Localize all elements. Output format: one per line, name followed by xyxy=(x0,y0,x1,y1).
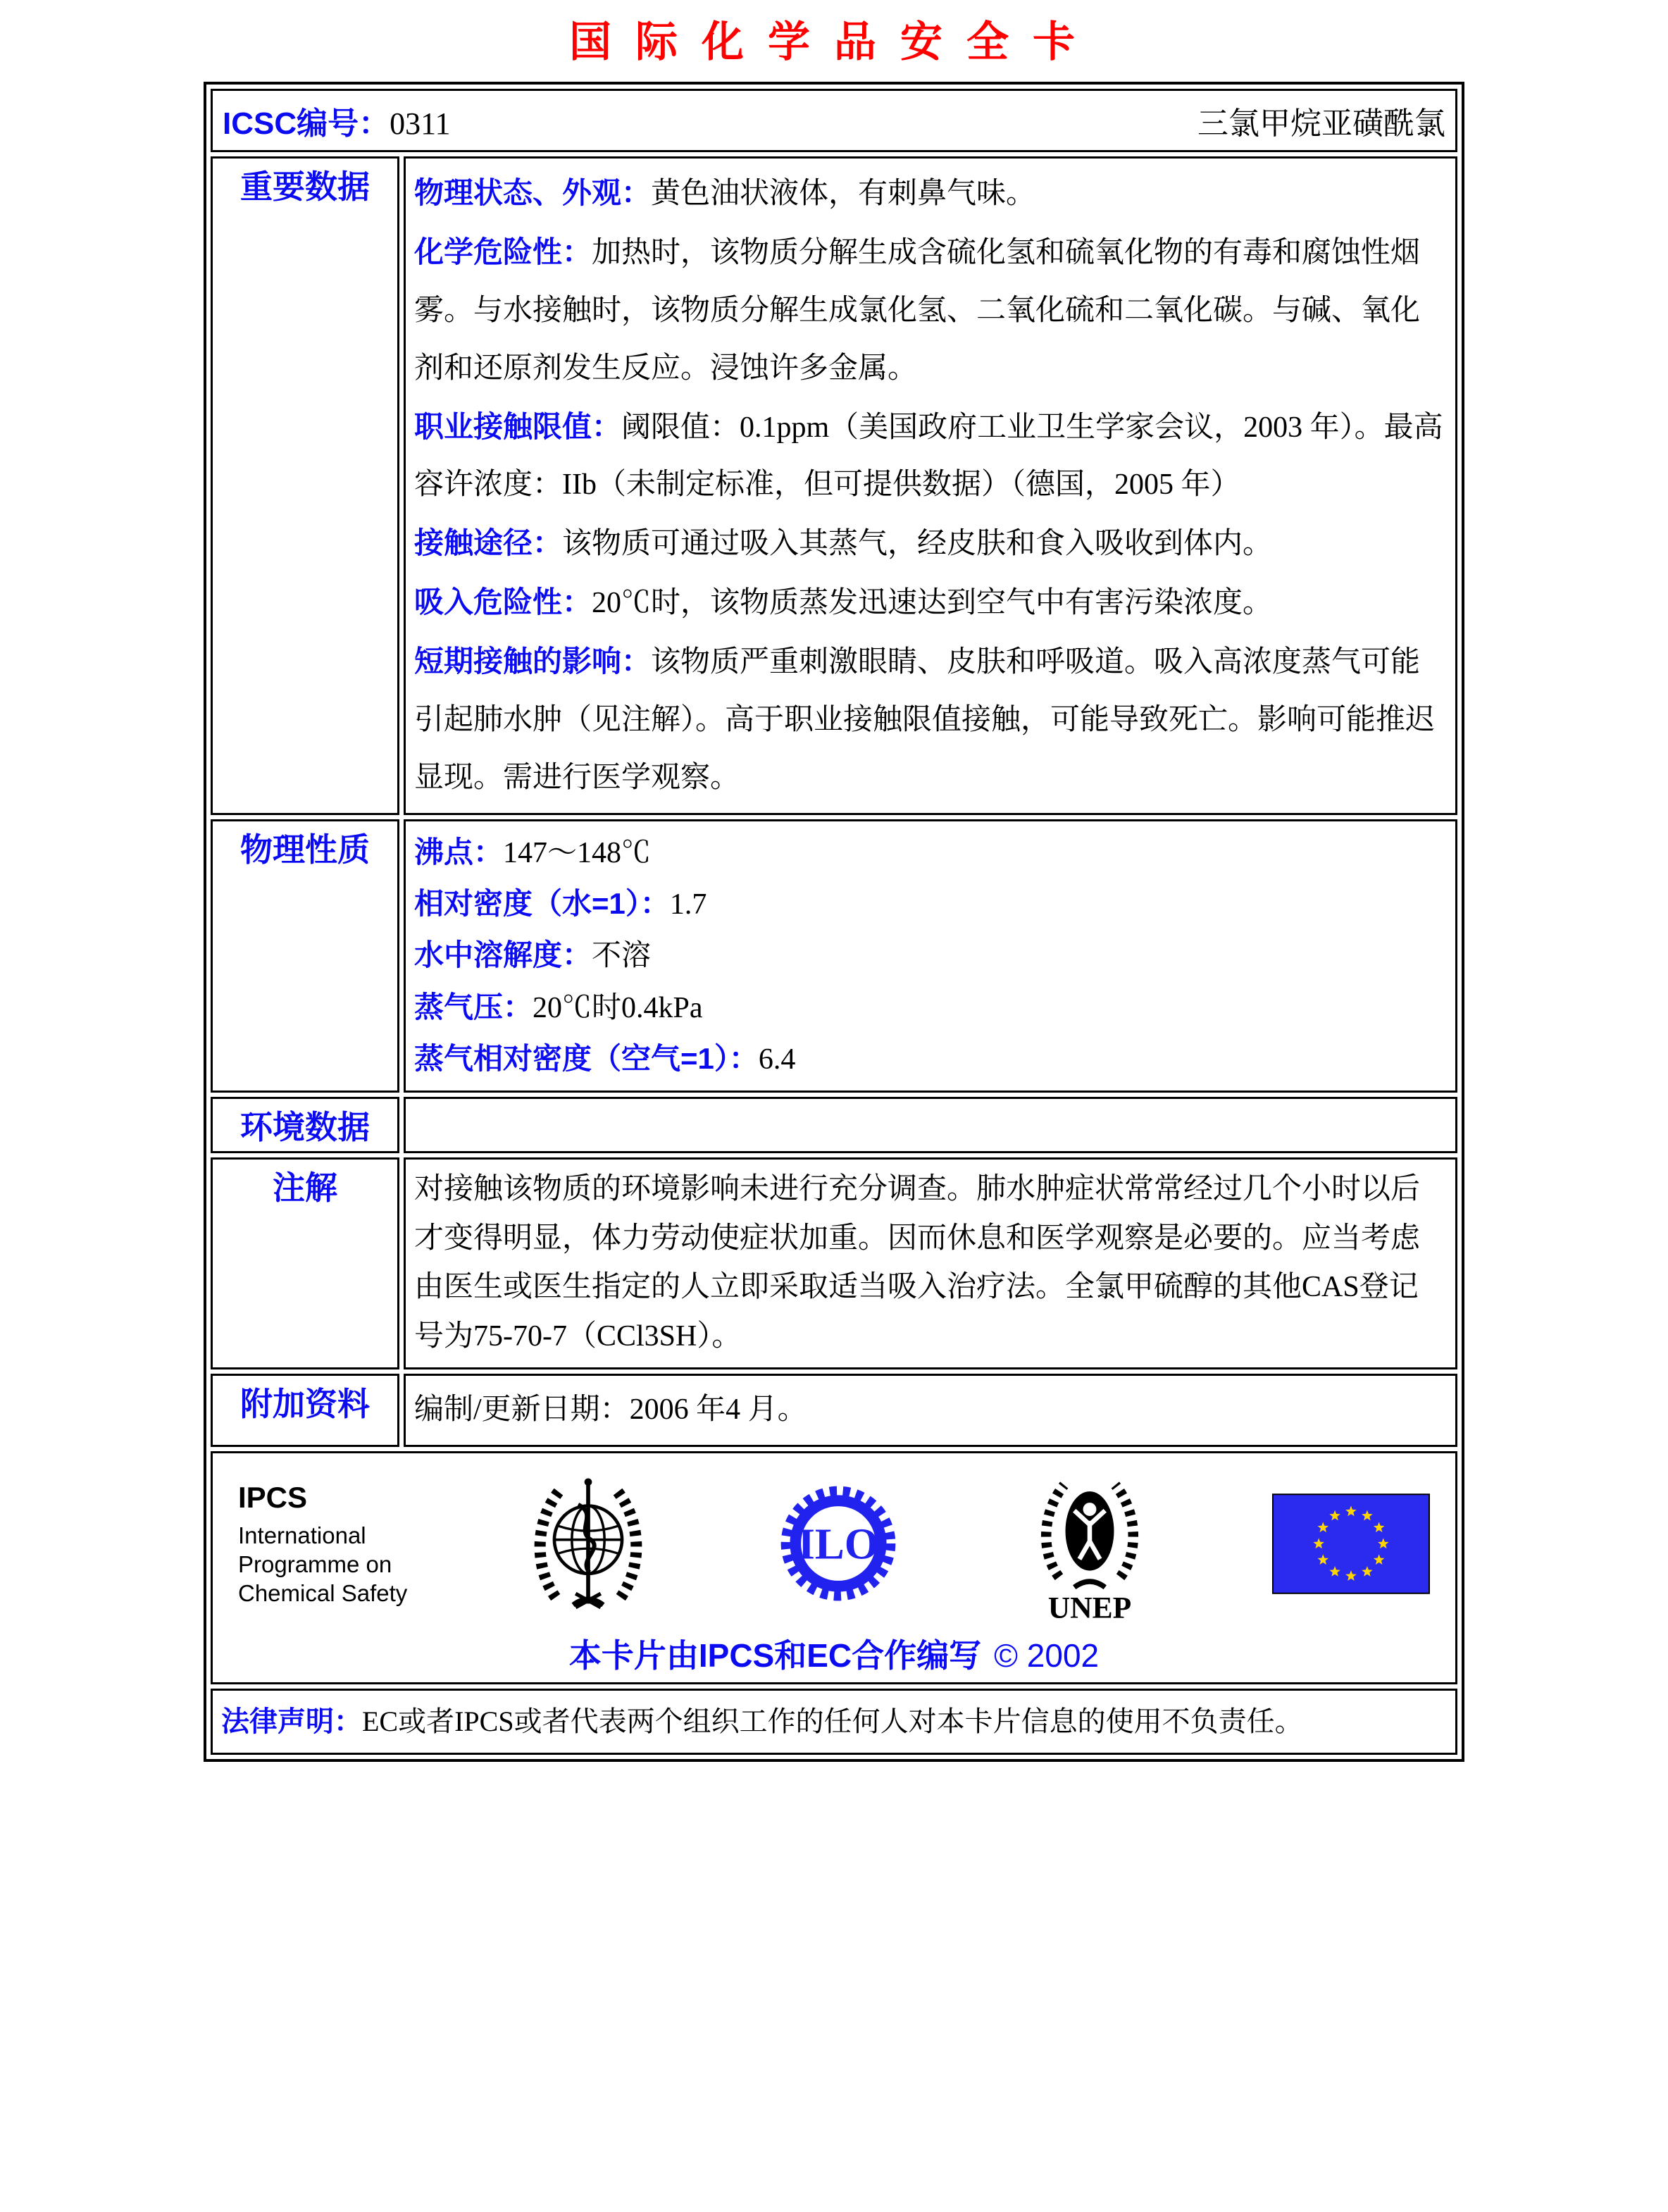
item-label: 吸入危险性： xyxy=(414,585,592,619)
ipcs-block xyxy=(238,1479,407,1608)
notes-content xyxy=(404,1157,1457,1369)
legal-cell xyxy=(211,1689,1457,1755)
item-text: 20℃时，该物质蒸发迅速达到空气中有害污染浓度。 xyxy=(592,587,1273,620)
unep-logo-icon xyxy=(1026,1465,1154,1623)
ilo-letters: ILO xyxy=(797,1519,879,1569)
row-label-important-data: 重要数据 xyxy=(211,156,399,815)
additional-info-row xyxy=(211,1374,1457,1447)
eu-flag-icon xyxy=(1272,1493,1430,1594)
copyright-text: © 2002 xyxy=(994,1636,1100,1674)
logos-row xyxy=(211,1451,1457,1684)
physical-properties-row xyxy=(211,819,1457,1093)
important-data-item xyxy=(414,633,1447,807)
additional-info-content: 编制/更新日期：2006 年4 月。 xyxy=(404,1374,1457,1447)
ipcs-line: Chemical Safety xyxy=(238,1580,408,1607)
ipcs-line: Programme on xyxy=(238,1551,392,1577)
item-text: 20℃时0.4kPa xyxy=(533,991,703,1024)
credit-line xyxy=(227,1630,1441,1677)
row-label-physical-properties: 物理性质 xyxy=(211,819,399,1093)
icsc-number-value: 0311 xyxy=(390,106,451,141)
item-text: 147～148℃ xyxy=(503,836,652,869)
item-label: 短期接触的影响： xyxy=(414,645,652,678)
item-label: 沸点： xyxy=(414,835,504,869)
environmental-data-content xyxy=(404,1097,1457,1153)
credit-text: 本卡片由IPCS和EC合作编写 xyxy=(568,1636,982,1674)
item-text: 该物质可通过吸入其蒸气，经皮肤和食入吸收到体内。 xyxy=(562,528,1273,561)
important-data-content xyxy=(404,156,1457,815)
eu-flag xyxy=(1272,1493,1430,1594)
item-text: 加热时，该物质分解生成含硫化氢和硫氧化物的有毒和腐蚀性烟雾。与水接触时，该物质分解生成氯化氢、二氧化硫和二氧化碳。与碱、氧化剂和还原剂发生反应。浸蚀许多金属。 xyxy=(414,236,1421,385)
legal-label: 法律声明： xyxy=(221,1705,362,1737)
row-label-notes: 注解 xyxy=(211,1157,399,1369)
notes-text: 对接触该物质的环境影响未进行充分调查。肺水肿症状常常经过几个小时以后才变得明显，体力劳动使症状加重。因而休息和医学观察是必要的。应当考虑由医生或医生指定的人立即采取适当吸入治疗法。全氯甲硫醇的其他CAS登记号为75-70-7（CCl3SH）。 xyxy=(414,1172,1421,1353)
header-row xyxy=(211,89,1457,152)
important-data-row xyxy=(211,156,1457,815)
physical-property-item xyxy=(414,878,1447,930)
row-label-additional-info: 附加资料 xyxy=(211,1374,399,1447)
ilo-logo xyxy=(769,1474,907,1613)
item-text: 不溶 xyxy=(592,940,652,973)
who-logo-icon xyxy=(525,1474,651,1613)
ipcs-acronym: IPCS xyxy=(238,1481,308,1515)
unep-label: UNEP xyxy=(1047,1591,1132,1623)
physical-property-item xyxy=(414,930,1447,981)
unep-logo xyxy=(1026,1465,1154,1623)
ilo-logo-icon xyxy=(769,1474,907,1613)
icsc-number-label: ICSC编号： xyxy=(223,106,390,141)
important-data-item xyxy=(414,164,1447,223)
item-label: 化学危险性： xyxy=(414,235,592,268)
chemical-name: 三氯甲烷亚磺酰氯 xyxy=(1197,106,1445,141)
item-text: 该物质严重刺激眼睛、皮肤和呼吸道。吸入高浓度蒸气可能引起肺水肿（见注解）。高于职业接触限值接触，可能导致死亡。影响可能推迟显现。需进行医学观察。 xyxy=(414,646,1436,794)
item-label: 蒸气相对密度（空气=1）： xyxy=(414,1041,759,1075)
header-cell xyxy=(211,89,1457,152)
page-title: 国际化学品安全卡 xyxy=(569,19,1099,66)
item-label: 水中溶解度： xyxy=(414,938,592,972)
important-data-item xyxy=(414,514,1447,573)
who-logo xyxy=(525,1474,651,1613)
row-label-environmental-data: 环境数据 xyxy=(211,1097,399,1153)
item-label: 相对密度（水=1）： xyxy=(414,887,670,921)
environmental-data-row xyxy=(211,1097,1457,1153)
icsc-card-table xyxy=(204,82,1464,1762)
notes-row xyxy=(211,1157,1457,1369)
item-text: 阈限值：0.1ppm（美国政府工业卫生学家会议，2003 年）。最高容许浓度：IIb（未制定标准，但可提供数据）（德国，2005 年） xyxy=(414,411,1443,502)
physical-property-item xyxy=(414,982,1447,1033)
icsc-number-group xyxy=(223,98,451,143)
item-label: 蒸气压： xyxy=(414,990,533,1024)
important-data-item xyxy=(414,573,1447,633)
legal-row xyxy=(211,1689,1457,1755)
item-text: 黄色油状液体，有刺鼻气味。 xyxy=(651,178,1036,210)
important-data-item xyxy=(414,223,1447,398)
physical-properties-content xyxy=(404,819,1457,1093)
item-label: 接触途径： xyxy=(414,526,563,560)
ipcs-line: International xyxy=(238,1522,366,1548)
physical-property-item xyxy=(414,1033,1447,1085)
physical-property-item xyxy=(414,827,1447,878)
item-text: 1.7 xyxy=(669,888,707,921)
item-label: 职业接触限值： xyxy=(414,409,622,443)
important-data-item xyxy=(414,398,1447,515)
legal-text: EC或者IPCS或者代表两个组织工作的任何人对本卡片信息的使用不负责任。 xyxy=(362,1705,1303,1737)
item-label: 物理状态、外观： xyxy=(414,176,652,209)
item-text: 6.4 xyxy=(758,1043,796,1076)
logos-cell xyxy=(211,1451,1457,1684)
